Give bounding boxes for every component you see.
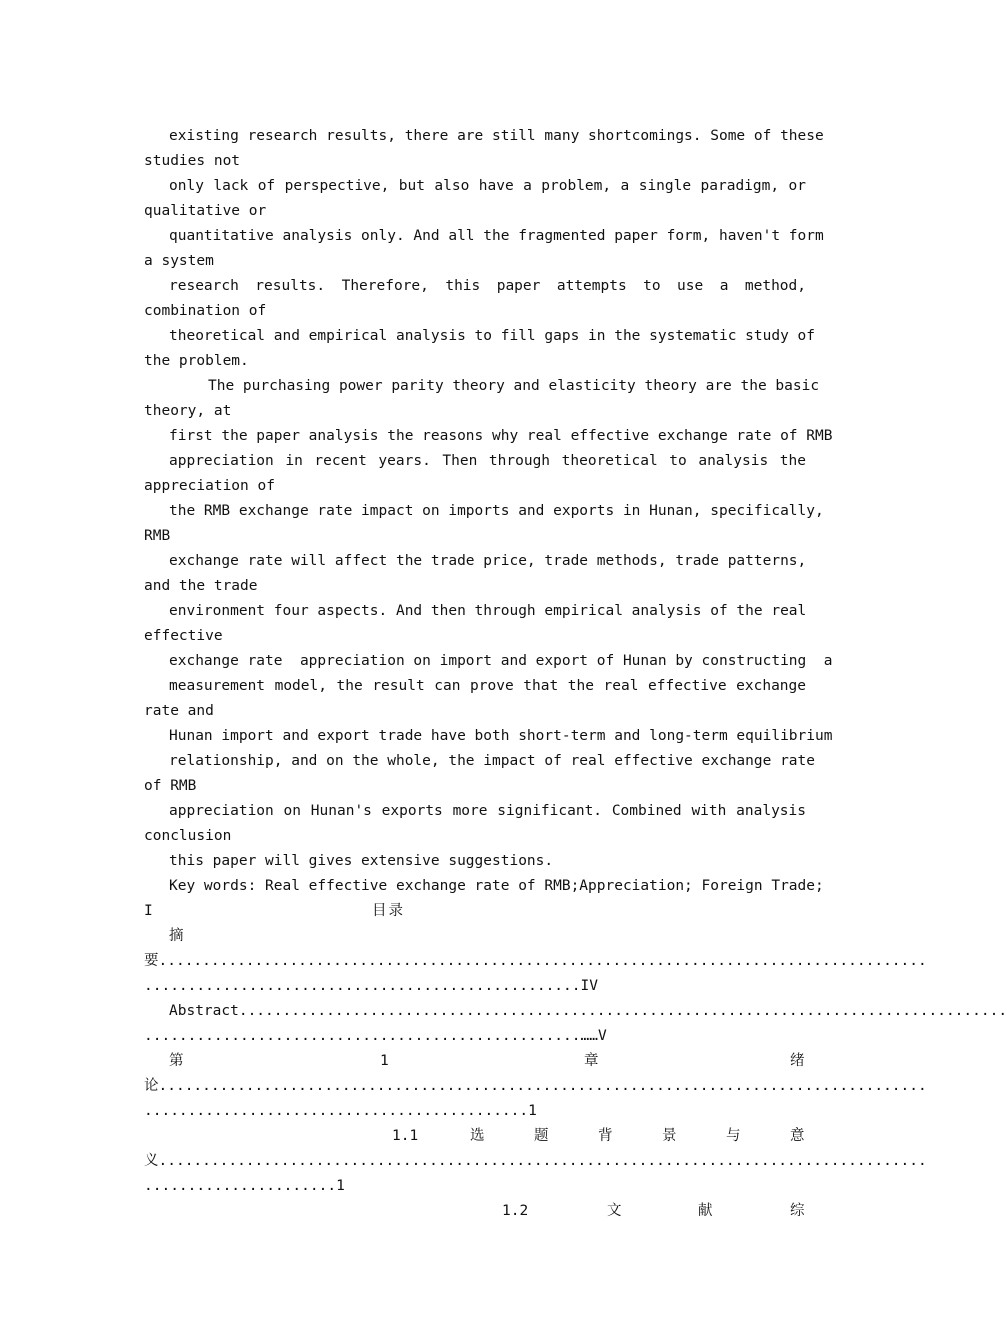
dot-leader: ............................................	[144, 1103, 529, 1119]
abstract-line: appreciation on Hunan's exports more significant. Combined with analysis	[169, 803, 806, 819]
abstract-line: measurement model, the result can prove that the real effective exchange	[169, 678, 806, 694]
toc-s12-part: 献	[698, 1203, 713, 1219]
toc-ch1-part: 绪	[790, 1053, 805, 1069]
toc-s12-part: 综	[790, 1203, 805, 1219]
toc-s11-part: 1.1	[392, 1128, 419, 1144]
dot-leader: ........................................................................................	[158, 1153, 927, 1169]
toc-s11-page: 1	[336, 1178, 345, 1194]
toc-s11-part: 题	[534, 1128, 549, 1144]
abstract-line: theoretical and empirical analysis to fill gaps in the systematic study of	[169, 328, 816, 344]
toc-s11-part: 景	[662, 1128, 677, 1144]
toc-leader-line	[144, 974, 806, 999]
toc-abstract-cn-first-char: 摘	[169, 928, 184, 944]
toc-leader-line	[144, 1074, 927, 1099]
abstract-line: studies not	[144, 153, 241, 169]
toc-s11-last-char: 义	[144, 1153, 159, 1169]
toc-s11-part: 背	[598, 1128, 613, 1144]
abstract-line: a system	[144, 253, 214, 269]
toc-abstract-en-page: ……V	[580, 1028, 607, 1044]
abstract-line: appreciation of	[144, 478, 275, 494]
abstract-line: theory, at	[144, 403, 232, 419]
abstract-line: Hunan import and export trade have both short-term and long-term equilibrium	[169, 728, 833, 744]
toc-leader-line	[144, 1149, 927, 1174]
toc-ch1-part: 第	[169, 1053, 184, 1069]
abstract-line: quantitative analysis only. And all the fragmented paper form, haven't form	[169, 228, 824, 244]
toc-s11-part: 选	[470, 1128, 485, 1144]
abstract-line: this paper will gives extensive suggestions.	[169, 853, 554, 869]
abstract-line: appreciation in recent years. Then through theoretical to analysis the	[169, 453, 806, 469]
abstract-line: research results. Therefore, this paper attempts to use a method,	[169, 278, 806, 294]
abstract-line: rate and	[144, 703, 214, 719]
toc-s11-part: 与	[726, 1128, 741, 1144]
abstract-line: RMB	[144, 528, 171, 544]
abstract-line: the problem.	[144, 353, 249, 369]
toc-title: 目录	[372, 903, 405, 919]
toc-abstract-cn-page: IV	[580, 978, 598, 994]
toc-ch1-part: 章	[584, 1053, 599, 1069]
toc-ch1-page: 1	[528, 1103, 537, 1119]
abstract-line: only lack of perspective, but also have a problem, a single paradigm, or	[169, 178, 806, 194]
toc-s12-part: 1.2	[502, 1203, 529, 1219]
abstract-line: of RMB	[144, 778, 197, 794]
abstract-line: combination of	[144, 303, 267, 319]
keywords-line: Key words: Real effective exchange rate of RMB;Appreciation; Foreign Trade;	[169, 878, 824, 894]
dot-leader: ..................................................	[144, 1028, 581, 1044]
toc-s11-part: 意	[790, 1128, 805, 1144]
toc-leader-line	[144, 1174, 806, 1199]
abstract-line: the RMB exchange rate impact on imports and exports in Hunan, specifically,	[169, 503, 824, 519]
dot-leader: ..................................................	[144, 978, 581, 994]
abstract-line: qualitative or	[144, 203, 267, 219]
page-number-marker: I	[144, 903, 153, 919]
abstract-line: The purchasing power parity theory and elasticity theory are the basic	[208, 378, 820, 394]
toc-leader-line	[144, 1099, 806, 1124]
toc-leader-line	[169, 999, 1007, 1024]
abstract-line: environment four aspects. And then through empirical analysis of the real	[169, 603, 807, 619]
toc-abstract-cn-last-char: 要	[144, 953, 159, 969]
abstract-line: existing research results, there are still many shortcomings. Some of these	[169, 128, 824, 144]
abstract-line: and the trade	[144, 578, 258, 594]
toc-leader-line	[144, 949, 927, 974]
dot-leader: ........................................................................................	[158, 1078, 927, 1094]
dot-leader: ........................................................................................	[238, 1003, 1007, 1019]
toc-s12-part: 文	[607, 1203, 622, 1219]
toc-abstract-en: Abstract	[169, 1003, 239, 1019]
abstract-line: relationship, and on the whole, the impact of real effective exchange rate	[169, 753, 816, 769]
abstract-line: conclusion	[144, 828, 232, 844]
abstract-line: exchange rate will affect the trade price, trade methods, trade patterns,	[169, 553, 807, 569]
dot-leader: ......................	[144, 1178, 337, 1194]
toc-ch1-part: 1	[380, 1053, 389, 1069]
dot-leader: ........................................................................................	[158, 953, 927, 969]
abstract-line: first the paper analysis the reasons why real effective exchange rate of RMB	[169, 428, 833, 444]
toc-leader-line	[144, 1024, 806, 1049]
toc-ch1-last-char: 论	[144, 1078, 159, 1094]
abstract-line: exchange rate appreciation on import and export of Hunan by constructing a	[169, 653, 833, 669]
abstract-line: effective	[144, 628, 223, 644]
